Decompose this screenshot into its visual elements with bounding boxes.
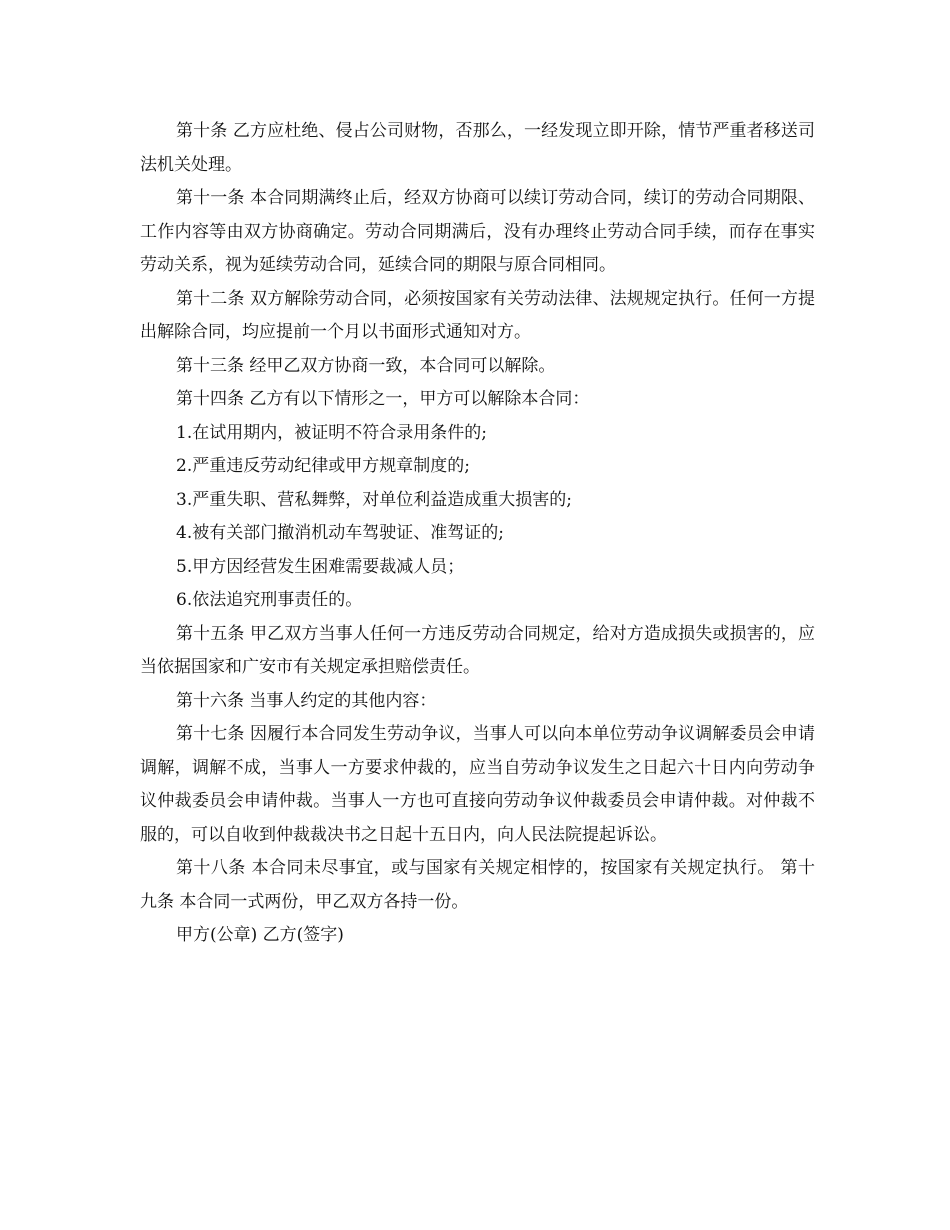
article-14-item-1: 1.在试用期内，被证明不符合录用条件的; bbox=[176, 422, 487, 443]
article-10-paragraph: 第十条 乙方应杜绝、侵占公司财物，否那么，一经发现立即开除，情节严重者移送司法机关处理。 bbox=[140, 121, 815, 175]
article-15-paragraph: 第十五条 甲乙双方当事人任何一方违反劳动合同规定，给对方造成损失或损害的，应当依据国家和广安市有关规定承担赔偿责任。 bbox=[140, 623, 815, 677]
article-14-item-3: 3.严重失职、营私舞弊，对单位利益造成重大损害的; bbox=[176, 489, 572, 510]
signature-line: 甲方(公章) 乙方(签字) bbox=[176, 925, 344, 945]
article-14-item-5: 5.甲方因经营发生困难需要裁减人员； bbox=[176, 556, 465, 577]
article-11-paragraph: 第十一条 本合同期满终止后，经双方协商可以续订劳动合同，续订的劳动合同期限、工作内容等由双方协商确定。劳动合同期满后，没有办理终止劳动合同手续，而存在事实劳动关系，视为延续劳动合同，延续合同的期限与原合同相同。 bbox=[140, 188, 815, 275]
article-13-paragraph: 第十三条 经甲乙双方协商一致，本合同可以解除。 bbox=[176, 355, 556, 376]
article-16-paragraph: 第十六条 当事人约定的其他内容： bbox=[176, 690, 437, 711]
article-17-paragraph: 第十七条 因履行本合同发生劳动争议，当事人可以向本单位劳动争议调解委员会申请调解，调解不成，当事人一方要求仲裁的，应当自劳动争议发生之日起六十日内向劳动争议仲裁委员会申请仲裁。当事人一方也可直接向劳动争议仲裁委员会申请仲裁。对仲裁不服的，可以自收到仲裁裁决书之日起十五日内，向人民法院提起诉讼。 bbox=[140, 724, 815, 845]
article-14-item-2: 2.严重违反劳动纪律或甲方规章制度的; bbox=[176, 456, 470, 476]
article-12-paragraph: 第十二条 双方解除劳动合同，必须按国家有关劳动法律、法规规定执行。任何一方提出解除合同，均应提前一个月以书面形式通知对方。 bbox=[140, 288, 815, 342]
article-18-19-paragraph: 第十八条 本合同未尽事宜，或与国家有关规定相悖的，按国家有关规定执行。 第十九条 本合同一式两份，甲乙双方各持一份。 bbox=[140, 858, 815, 912]
document-body bbox=[140, 115, 815, 953]
article-14-item-6: 6.依法追究刑事责任的。 bbox=[176, 590, 363, 610]
article-14-item-4: 4.被有关部门撤消机动车驾驶证、准驾证的; bbox=[176, 523, 504, 543]
article-14-paragraph: 第十四条 乙方有以下情形之一，甲方可以解除本合同： bbox=[176, 389, 590, 409]
